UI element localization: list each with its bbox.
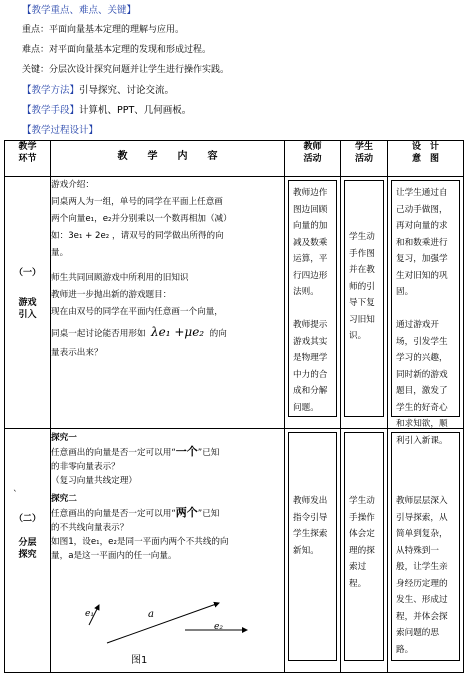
- process-tag-line: [22, 124, 467, 137]
- content-line: 的不共线向量表示？: [51, 523, 129, 533]
- content-line-formula: [51, 321, 284, 345]
- content-text: ”已知: [197, 509, 220, 519]
- content-text: 的向: [209, 329, 227, 339]
- stage-name-2: 分层 探究: [18, 538, 37, 560]
- col-header-student: 学生 活动: [341, 141, 388, 177]
- content-text: ”已知: [197, 448, 220, 458]
- stage-cell-1: [5, 177, 51, 429]
- explore-2-title: 探究二: [51, 494, 77, 504]
- student-cell-1: [341, 177, 388, 429]
- content-line: 游戏介绍：: [51, 180, 94, 190]
- teacher-activity-2: 教师发出指令引导学生探索新知。: [293, 496, 328, 556]
- crux-text: 关键：分层次设计探究问题并让学生进行操作实践。: [22, 65, 230, 75]
- design-intent-2: 教师层层深入引导探索，从简单到复杂，从特殊到一般，让学生亲身经历定理的发生、形成过程，并体会探索问题的思路。: [396, 496, 448, 655]
- teacher-cell-2: [285, 429, 341, 673]
- explore-2-line: [51, 506, 284, 521]
- table-row: [5, 177, 464, 429]
- content-cell-1: [51, 177, 285, 429]
- content-line: 量。: [51, 248, 69, 258]
- stray-mark: `: [13, 490, 18, 500]
- figure-1-vectors: [51, 579, 285, 673]
- label-a: a: [148, 609, 154, 620]
- intent-box-1: [391, 180, 460, 446]
- means-text: 计算机、PPT、几何画板。: [79, 105, 192, 116]
- content-cell-2: [51, 429, 285, 673]
- tag-label: 【教学重点、难点、关键】: [22, 5, 137, 16]
- difficulty-text: 难点：对平面向量基本定理的发现和形成过程。: [22, 45, 212, 55]
- method-text: 引导探究、讨论交流。: [79, 85, 175, 96]
- student-activity-2: 学生动手操作体会定理的探索过程。: [349, 496, 375, 589]
- intent-cell-1: [388, 177, 464, 446]
- content-text: 任意画出的向量是否一定可以用“: [51, 509, 176, 519]
- intent-cell-2: [388, 429, 464, 673]
- label-e1: e₁: [85, 609, 94, 619]
- intent-box-2: [391, 432, 460, 661]
- stage-cell-2: [5, 429, 51, 673]
- content-line: 教师进一步抛出新的游戏题目：: [51, 290, 172, 300]
- content-line: 的非零向量表示？: [51, 462, 120, 472]
- col-header-intent: 设 计 意 图: [388, 141, 464, 177]
- student-cell-2: [341, 429, 388, 673]
- design-intent-1: 让学生通过自己动手做图，再对向量的求和和数乘进行复习，加强学生对旧知的巩固。 通过游戏开场，引发学生学习的兴趣，同时新的游戏题目，激发了学生的好奇心和求知欲，顺利引入新课。: [396, 188, 448, 446]
- stage-name-1: 游戏 引入: [18, 298, 37, 320]
- section-tag-key-points: [22, 4, 467, 17]
- content-text: 同桌一起讨论能否用形如: [51, 329, 146, 339]
- table-header-row: [5, 141, 464, 177]
- content-line: 量表示出来？: [51, 348, 103, 358]
- vector-a: [107, 603, 219, 643]
- content-line: （复习向量共线定理）: [51, 476, 137, 486]
- teacher-activity-1: 教师边作图边回顾向量的加减及数乘运算，平行四边形法则。 教师提示游戏其实是物理学中力的合成和分解问题。: [293, 188, 328, 413]
- content-line: 现在由双号的同学在平面内任意画一个向量，: [51, 307, 223, 317]
- stage-num-1: （一）: [13, 268, 41, 278]
- col-header-content: 教 学 内 容: [51, 141, 285, 177]
- content-line: 两个向量e₁，e₂并分别乘以一个数再相加（减）: [51, 214, 232, 224]
- means-tag: 【教学手段】: [22, 105, 80, 116]
- process-tag: 【教学过程设计】: [22, 125, 99, 136]
- method-tag: 【教学方法】: [22, 85, 80, 96]
- col-header-teacher: 教师 活动: [285, 141, 341, 177]
- means-line: [22, 104, 467, 117]
- content-line: 师生共同回顾游戏中所利用的旧知识: [51, 273, 189, 283]
- figure-caption: 图1: [131, 655, 148, 666]
- method-line: [22, 84, 467, 97]
- key-word-two: 两个: [175, 506, 198, 519]
- content-line: 量，a是这一平面内的任一向量。: [51, 551, 177, 561]
- stage-num-2: （二）: [13, 514, 41, 524]
- explore-1-title: 探究一: [51, 433, 77, 443]
- student-box-2: [344, 432, 384, 661]
- student-box-1: [344, 180, 384, 417]
- key-point-text: 重点：平面向量基本定理的理解与应用。: [22, 25, 185, 35]
- table-row: [5, 429, 464, 673]
- content-line: 如图1，设e₁，e₂是同一平面内两个不共线的向: [51, 537, 229, 547]
- explore-1-line: [51, 445, 284, 460]
- lesson-plan-table: [4, 140, 464, 673]
- teacher-box-2: [288, 432, 337, 661]
- student-activity-1: 学生动手作图并在教师的引导下复习旧知识。: [349, 232, 375, 341]
- content-text: 任意画出的向量是否一定可以用“: [51, 448, 176, 458]
- teacher-cell-1: [285, 177, 341, 429]
- content-line: 同桌两人为一组，单号的同学在平面上任意画: [51, 197, 223, 207]
- content-line: 如：3e₁ + 2e₂ ，请双号的同学做出所得的向: [51, 231, 224, 241]
- formula-lambda-mu: λe₁ +μe₂: [151, 325, 205, 339]
- key-word-one: 一个: [175, 445, 198, 458]
- teacher-box-1: [288, 180, 337, 417]
- col-header-stage: 教学 环节: [5, 141, 51, 177]
- label-e2: e₂: [214, 622, 223, 632]
